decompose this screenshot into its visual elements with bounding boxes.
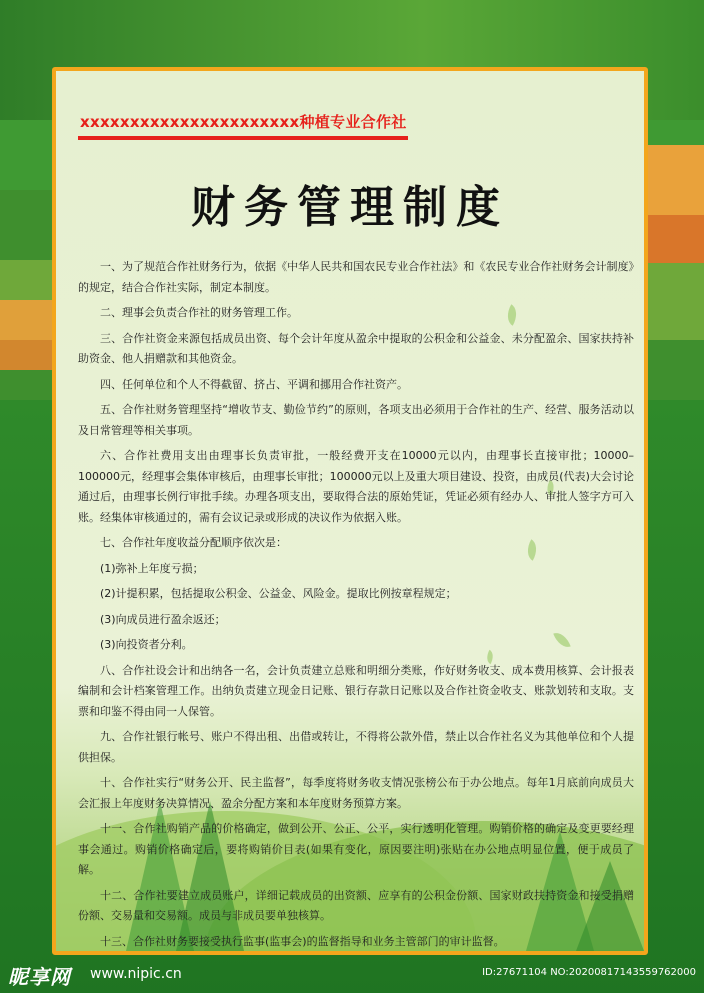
regulation-paragraph: 八、合作社设会计和出纳各一名，会计负责建立总账和明细分类账，作好财务收支、成本费用核算、会计报表编制和会计档案管理工作。出纳负责建立现金日记账、银行存款日记账以及合作社资金收支、账款划转和支取。支票和印鉴不得由同一人保管。 xyxy=(78,663,634,718)
page-title: 财务管理制度 xyxy=(191,182,509,233)
regulation-paragraph: 十二、合作社要建立成员账户，详细记载成员的出资额、应享有的公积金份额、国家财政扶持资金和接受捐赠份额、交易量和交易额。成员与非成员要单独核算。 xyxy=(78,888,634,922)
regulation-paragraph: 六、合作社费用支出由理事长负责审批，一般经费开支在10000元以内，由理事长直接审批；10000–100000元，经理事会集体审核后，由理事长审批；100000元以上及重大项目建设、投资，由成员(代表)大会讨论通过后，由理事长例行审批手续。办理各项支出，要取得合法的原始凭证，凭证必须有经办人、审批人签字方可入账。经集体审核通过的，需有会议记录或形成的决议作为依据入账。 xyxy=(78,449,634,524)
regulation-paragraph: 十、合作社实行“财务公开、民主监督”，每季度将财务收支情况张榜公布于办公地点。每年1月底前向成员大会汇报上年度财务决算情况、盈余分配方案和本年度财务预算方案。 xyxy=(78,776,634,810)
regulation-paragraph: 一、为了规范合作社财务行为，依据《中华人民共和国农民专业合作社法》和《农民专业合作社财务会计制度》的规定，结合合作社实际，制定本制度。 xyxy=(78,260,634,294)
regulation-paragraph: 十一、合作社购销产品的价格确定，做到公开、公正、公平，实行透明化管理。购销价格的确定及变更要经理事会通过。购销价格确定后，要将购销价目表(如果有变化，原因要注明)张贴在办公地点明显位置，便于成员了解。 xyxy=(78,822,634,876)
watermark-site: www.nipic.cn xyxy=(90,966,182,982)
regulation-list-item: (3)向成员进行盈余返还； xyxy=(100,612,226,626)
regulation-paragraph: 七、合作社年度收益分配顺序依次是： xyxy=(100,536,287,549)
regulation-paragraph: 三、合作社资金来源包括成员出资、每个会计年度从盈余中提取的公积金和公益金、未分配盈余、国家扶持补助资金、他人捐赠款和其他资金。 xyxy=(78,331,634,365)
regulation-list-item: (1)弥补上年度亏损； xyxy=(100,561,204,575)
cooperative-name: xxxxxxxxxxxxxxxxxxxxxx种植专业合作社 xyxy=(80,113,407,131)
regulation-list-item: (3)向投资者分利。 xyxy=(100,638,193,651)
regulation-paragraph: 二、理事会负责合作社的财务管理工作。 xyxy=(100,306,298,319)
regulation-paragraph: 九、合作社银行帐号、账户不得出租、出借或转让，不得将公款外借，禁止以合作社名义为其他单位和个人提供担保。 xyxy=(78,730,634,764)
regulation-body xyxy=(78,257,634,955)
poster-panel xyxy=(52,67,648,955)
regulation-paragraph: 十三、合作社财务要接受执行监事(监事会)的监督指导和业务主管部门的审计监督。 xyxy=(100,934,505,948)
header-underline xyxy=(78,136,408,140)
watermark-logo: 昵享网 xyxy=(8,965,71,989)
regulation-paragraph: 四、任何单位和个人不得截留、挤占、平调和挪用合作社资产。 xyxy=(100,377,408,391)
regulation-list-item: (2)计提积累，包括提取公积金、公益金、风险金。提取比例按章程规定； xyxy=(100,587,457,600)
regulation-paragraph: 五、合作社财务管理坚持“增收节支、勤俭节约”的原则，各项支出必须用于合作社的生产、经营、服务活动以及日常管理等相关事项。 xyxy=(78,403,634,437)
watermark-id: ID:27671104 NO:20200817143559762000 xyxy=(482,967,696,978)
